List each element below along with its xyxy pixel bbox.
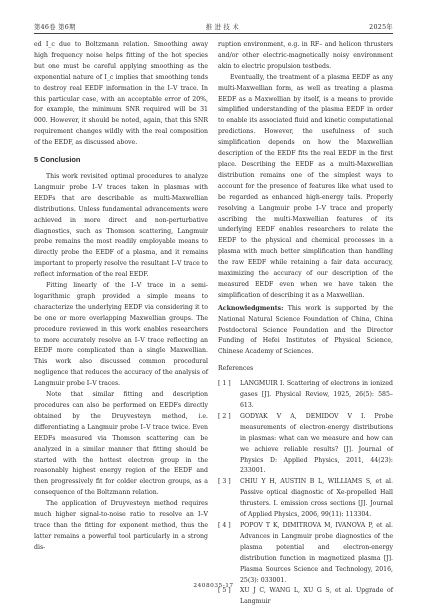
references-heading: References xyxy=(218,365,254,373)
paragraph-continued-right: ruption environment, e.g. in RF– and helicon thrusters and/or other electric-magnetically noisy environment akin to electric propulsion testbeds. xyxy=(218,41,393,70)
reference-number: [ 4 ] xyxy=(218,521,231,529)
reference-text: LANGMUIR I. Scattering of electrons in ionized gases [J]. Physical Review, 1925, 26(5): 585–613. xyxy=(240,380,393,409)
reference-number: [ 1 ] xyxy=(218,380,231,388)
reference-item xyxy=(218,477,393,521)
publication-year: 2025年 xyxy=(369,24,393,31)
reference-text: CHIU Y H, AUSTIN B L, WILLIAMS S, et al. Passive optical diagnostic of Xe-propelled Hall thrusters. I. emission cross sections [J]. Journal of Applied Physics, 2006, 99(11): 113304. xyxy=(240,478,393,519)
acknowledgments-label: Acknowledgments: xyxy=(218,304,284,312)
reference-number: [ 5 ] xyxy=(218,587,231,595)
conclusion-paragraph-5: Eventually, the treatment of a plasma EEDF as any multi-Maxwellian form, as well as treating a plasma EEDF as a Maxwellian by itself, is a means to provide simplified understanding of the plasma EEDF in order to enable its associated fluid and kinetic computational predictions. However, the usefulness of such simplification depends on how the Maxwellian description of the EEDF fits the real EEDF in the first place. Describing the EEDF as a multi-Maxwellian distribution remains one of the simplest ways to account for the presence of features like what used to be regarded as enhanced high-energy tails. Properly resolving a Langmuir probe I–V trace and properly ascribing the multi-Maxwellian features of its underlying EEDF enables researchers to relate the EEDF to the physical and chemical processes in a plasma with much better simplification than handling the raw EEDF while retaining a fair data accuracy, maximizing the accuracy of our description of the measured EEDF even when we have taken the simplification of describing it as a Maxwellian. xyxy=(218,73,393,299)
running-header xyxy=(34,22,393,31)
section-heading-conclusion: 5 Conclusion xyxy=(34,155,81,165)
header-rule xyxy=(34,33,393,34)
acknowledgments xyxy=(218,304,393,359)
volume-issue: 第46卷 第6期 xyxy=(34,24,76,31)
left-column xyxy=(34,40,208,554)
page-footer-code: 2408035-17 xyxy=(193,583,234,589)
reference-text: POPOV T K, DIMITROVA M, IVANOVA P, et al. Advances in Langmuir probe diagnostics of the plasma potential and electron-energy distribution function in magnetized plasma [J]. Plasma Sources Science and Technology, 2016, 25(3): 033001. xyxy=(240,521,393,584)
reference-item xyxy=(218,586,393,608)
conclusion-paragraph-3: Note that similar fitting and description procedures can also be performed on EEDFs directly obtained by the Druyvesteyn method, i.e. differentiating a Langmuir probe I–V trace twice. Even EEDFs measured via Thomson scattering can be analyzed in a similar manner that fitting should be started with the hottest electron group in the reasonably highest energy region of the EEDF and then progressively fit for colder electron groups, as a consequence of the Boltzmann relation. xyxy=(34,391,208,497)
reference-list xyxy=(218,379,393,608)
reference-item xyxy=(218,521,393,586)
journal-title: 推 进 技 术 xyxy=(205,24,240,31)
reference-number: [ 2 ] xyxy=(218,412,231,420)
right-column xyxy=(218,40,393,608)
reference-text: XU J C, WANG L, XU G S, et al. Upgrade of Langmuir xyxy=(240,587,393,606)
conclusion-paragraph-4: The application of Druyvesteyn method requires much higher signal-to-noise ratio to resolve an I–V trace than the fitting for exponent method, thus the latter remains a powerful tool particularly in a strong dis- xyxy=(34,500,208,551)
reference-text: GODYAK V A, DEMIDOV V I. Probe measurements of electron-energy distributions in plasmas: what can we measure and how can we achieve reliable results? [J]. Journal of Physics D: Applied Physics, 2011, 44(23): 233001. xyxy=(240,412,393,475)
paragraph-continued: ed I_c due to Boltzmann relation. Smoothing away high frequency noise helps fitting of the hot species but one must be careful applying smoothing as the exponential nature of I_c implies that smoothing tends to destroy real EEDF information in the I–V trace. In this particular case, with an acceptable error of 20%, for example, the minimum SNR required will be 31 000. However, it should be noted, again, that this SNR requirement changes wildly with the real composition of the EEDF, as discussed above. xyxy=(34,41,208,147)
conclusion-paragraph-1: This work revisited optimal procedures to analyze Langmuir probe I–V traces taken in plasmas with EEDFs that are describable as multi-Maxwellian distributions. Unless fundamental advancements were achieved in more direct and non-perturbative diagnostics, such as Thomson scattering, Langmuir probe remains the most readily employable means to directly probe the EEDF of a plasma, and it remains important to properly resolve the resultant I–V trace to reflect information of the real EEDF. xyxy=(34,172,208,279)
conclusion-paragraph-2: Fitting linearly of the I–V trace in a semi-logarithmic graph provided a simple means to characterize the underlying EEDF via considering it to be one or more overlapping Maxwellian groups. The procedure reviewed in this work enables researchers to more accurately resolve an I–V trace reflecting an EEDF more complicated than a single Maxwellian. This work also discussed common procedural negligence that reduces the accuracy of the analysis of Langmuir probe I–V traces. xyxy=(34,282,208,388)
acknowledgments-text: This work is supported by the National Natural Science Foundation of China, China Postdoctoral Science Foundation and the Director Funding of Hefei Institutes of Physical Science, Chinese Academy of Sciences. xyxy=(218,304,393,356)
reference-item xyxy=(218,379,393,412)
reference-number: [ 3 ] xyxy=(218,478,231,486)
reference-item xyxy=(218,412,393,477)
